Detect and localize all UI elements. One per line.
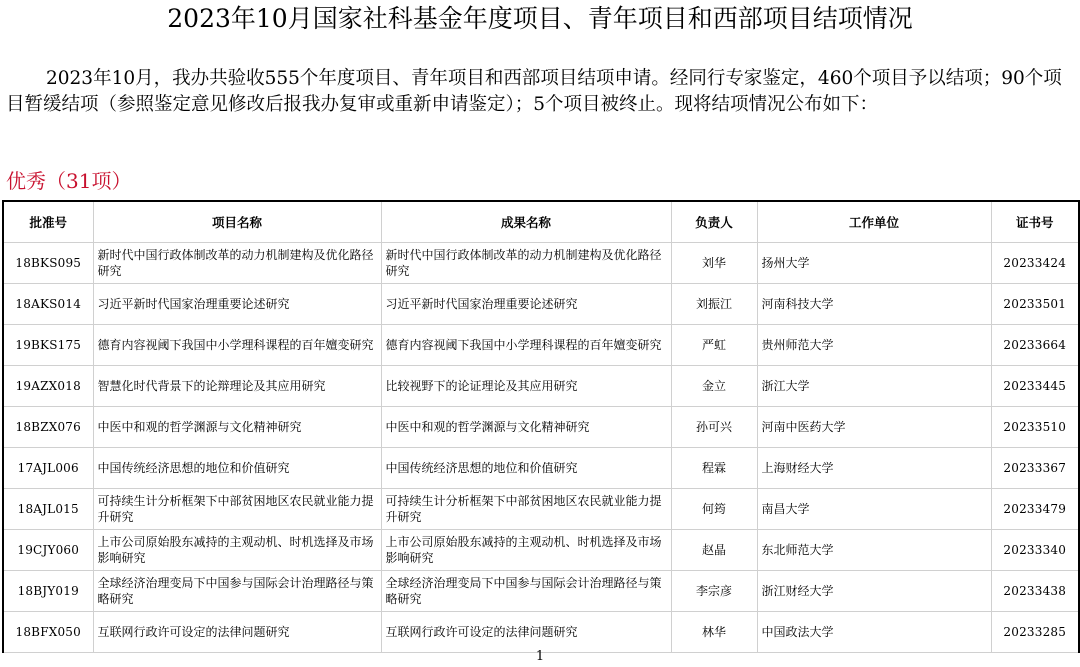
cell-result-name: 比较视野下的论证理论及其应用研究 — [381, 366, 671, 407]
cell-result-name: 全球经济治理变局下中国参与国际会计治理路径与策略研究 — [381, 571, 671, 612]
cell-certificate-number: 20233501 — [991, 284, 1079, 325]
document-title: 2023年10月国家社科基金年度项目、青年项目和西部项目结项情况 — [167, 4, 913, 33]
cell-principal: 金立 — [671, 366, 757, 407]
cell-certificate-number: 20233664 — [991, 325, 1079, 366]
cell-work-unit: 贵州师范大学 — [757, 325, 991, 366]
cell-work-unit: 浙江大学 — [757, 366, 991, 407]
cell-approval-number: 19AZX018 — [3, 366, 93, 407]
cell-project-name: 互联网行政许可设定的法律问题研究 — [93, 612, 381, 653]
cell-work-unit: 浙江财经大学 — [757, 571, 991, 612]
cell-certificate-number: 20233285 — [991, 612, 1079, 653]
header-approval-number: 批准号 — [3, 201, 93, 243]
cell-approval-number: 18AJL015 — [3, 489, 93, 530]
cell-work-unit: 中国政法大学 — [757, 612, 991, 653]
table-body — [3, 243, 1079, 653]
cell-approval-number: 17AJL006 — [3, 448, 93, 489]
header-principal: 负责人 — [671, 201, 757, 243]
cell-work-unit: 河南中医药大学 — [757, 407, 991, 448]
cell-principal: 程霖 — [671, 448, 757, 489]
table-row — [3, 243, 1079, 284]
cell-certificate-number: 20233367 — [991, 448, 1079, 489]
cell-project-name: 德育内容视阈下我国中小学理科课程的百年嬗变研究 — [93, 325, 381, 366]
cell-principal: 严虹 — [671, 325, 757, 366]
cell-result-name: 中医中和观的哲学渊源与文化精神研究 — [381, 407, 671, 448]
cell-project-name: 全球经济治理变局下中国参与国际会计治理路径与策略研究 — [93, 571, 381, 612]
header-work-unit: 工作单位 — [757, 201, 991, 243]
cell-certificate-number: 20233479 — [991, 489, 1079, 530]
cell-approval-number: 18BKS095 — [3, 243, 93, 284]
table-header — [3, 201, 1079, 243]
cell-principal: 李宗彦 — [671, 571, 757, 612]
cell-approval-number: 18BJY019 — [3, 571, 93, 612]
cell-result-name: 中国传统经济思想的地位和价值研究 — [381, 448, 671, 489]
cell-work-unit: 上海财经大学 — [757, 448, 991, 489]
header-project-name: 项目名称 — [93, 201, 381, 243]
table-row — [3, 366, 1079, 407]
table-row — [3, 571, 1079, 612]
cell-principal: 刘华 — [671, 243, 757, 284]
section-heading-excellent: 优秀（31项） — [6, 169, 132, 193]
table-row — [3, 612, 1079, 653]
cell-project-name: 可持续生计分析框架下中部贫困地区农民就业能力提升研究 — [93, 489, 381, 530]
cell-principal: 赵晶 — [671, 530, 757, 571]
cell-project-name: 上市公司原始股东减持的主观动机、时机选择及市场影响研究 — [93, 530, 381, 571]
cell-result-name: 习近平新时代国家治理重要论述研究 — [381, 284, 671, 325]
cell-approval-number: 19CJY060 — [3, 530, 93, 571]
cell-certificate-number: 20233445 — [991, 366, 1079, 407]
cell-certificate-number: 20233340 — [991, 530, 1079, 571]
intro-paragraph: 2023年10月，我办共验收555个年度项目、青年项目和西部项目结项申请。经同行专家鉴定，460个项目予以结项；90个项目暂缓结项（参照鉴定意见修改后报我办复审或重新申请鉴定）；5个项目被终止。现将结项情况公布如下： — [6, 68, 1062, 115]
cell-project-name: 智慧化时代背景下的论辩理论及其应用研究 — [93, 366, 381, 407]
cell-project-name: 新时代中国行政体制改革的动力机制建构及优化路径研究 — [93, 243, 381, 284]
table-row — [3, 530, 1079, 571]
cell-project-name: 中国传统经济思想的地位和价值研究 — [93, 448, 381, 489]
cell-principal: 何筠 — [671, 489, 757, 530]
cell-result-name: 新时代中国行政体制改革的动力机制建构及优化路径研究 — [381, 243, 671, 284]
header-result-name: 成果名称 — [381, 201, 671, 243]
cell-principal: 刘振江 — [671, 284, 757, 325]
cell-result-name: 上市公司原始股东减持的主观动机、时机选择及市场影响研究 — [381, 530, 671, 571]
table-row — [3, 448, 1079, 489]
table-row — [3, 489, 1079, 530]
cell-certificate-number: 20233510 — [991, 407, 1079, 448]
cell-project-name: 中医中和观的哲学渊源与文化精神研究 — [93, 407, 381, 448]
table-row — [3, 325, 1079, 366]
cell-principal: 林华 — [671, 612, 757, 653]
cell-result-name: 德育内容视阈下我国中小学理科课程的百年嬗变研究 — [381, 325, 671, 366]
cell-approval-number: 19BKS175 — [3, 325, 93, 366]
page-number: 1 — [535, 649, 545, 664]
header-row — [3, 201, 1079, 243]
cell-approval-number: 18BFX050 — [3, 612, 93, 653]
cell-approval-number: 18BZX076 — [3, 407, 93, 448]
cell-result-name: 可持续生计分析框架下中部贫困地区农民就业能力提升研究 — [381, 489, 671, 530]
cell-work-unit: 扬州大学 — [757, 243, 991, 284]
cell-work-unit: 南昌大学 — [757, 489, 991, 530]
table-row — [3, 407, 1079, 448]
header-certificate-number: 证书号 — [991, 201, 1079, 243]
cell-work-unit: 河南科技大学 — [757, 284, 991, 325]
table-row — [3, 284, 1079, 325]
cell-project-name: 习近平新时代国家治理重要论述研究 — [93, 284, 381, 325]
cell-certificate-number: 20233424 — [991, 243, 1079, 284]
cell-result-name: 互联网行政许可设定的法律问题研究 — [381, 612, 671, 653]
cell-certificate-number: 20233438 — [991, 571, 1079, 612]
results-table — [2, 200, 1080, 653]
cell-principal: 孙可兴 — [671, 407, 757, 448]
cell-work-unit: 东北师范大学 — [757, 530, 991, 571]
cell-approval-number: 18AKS014 — [3, 284, 93, 325]
